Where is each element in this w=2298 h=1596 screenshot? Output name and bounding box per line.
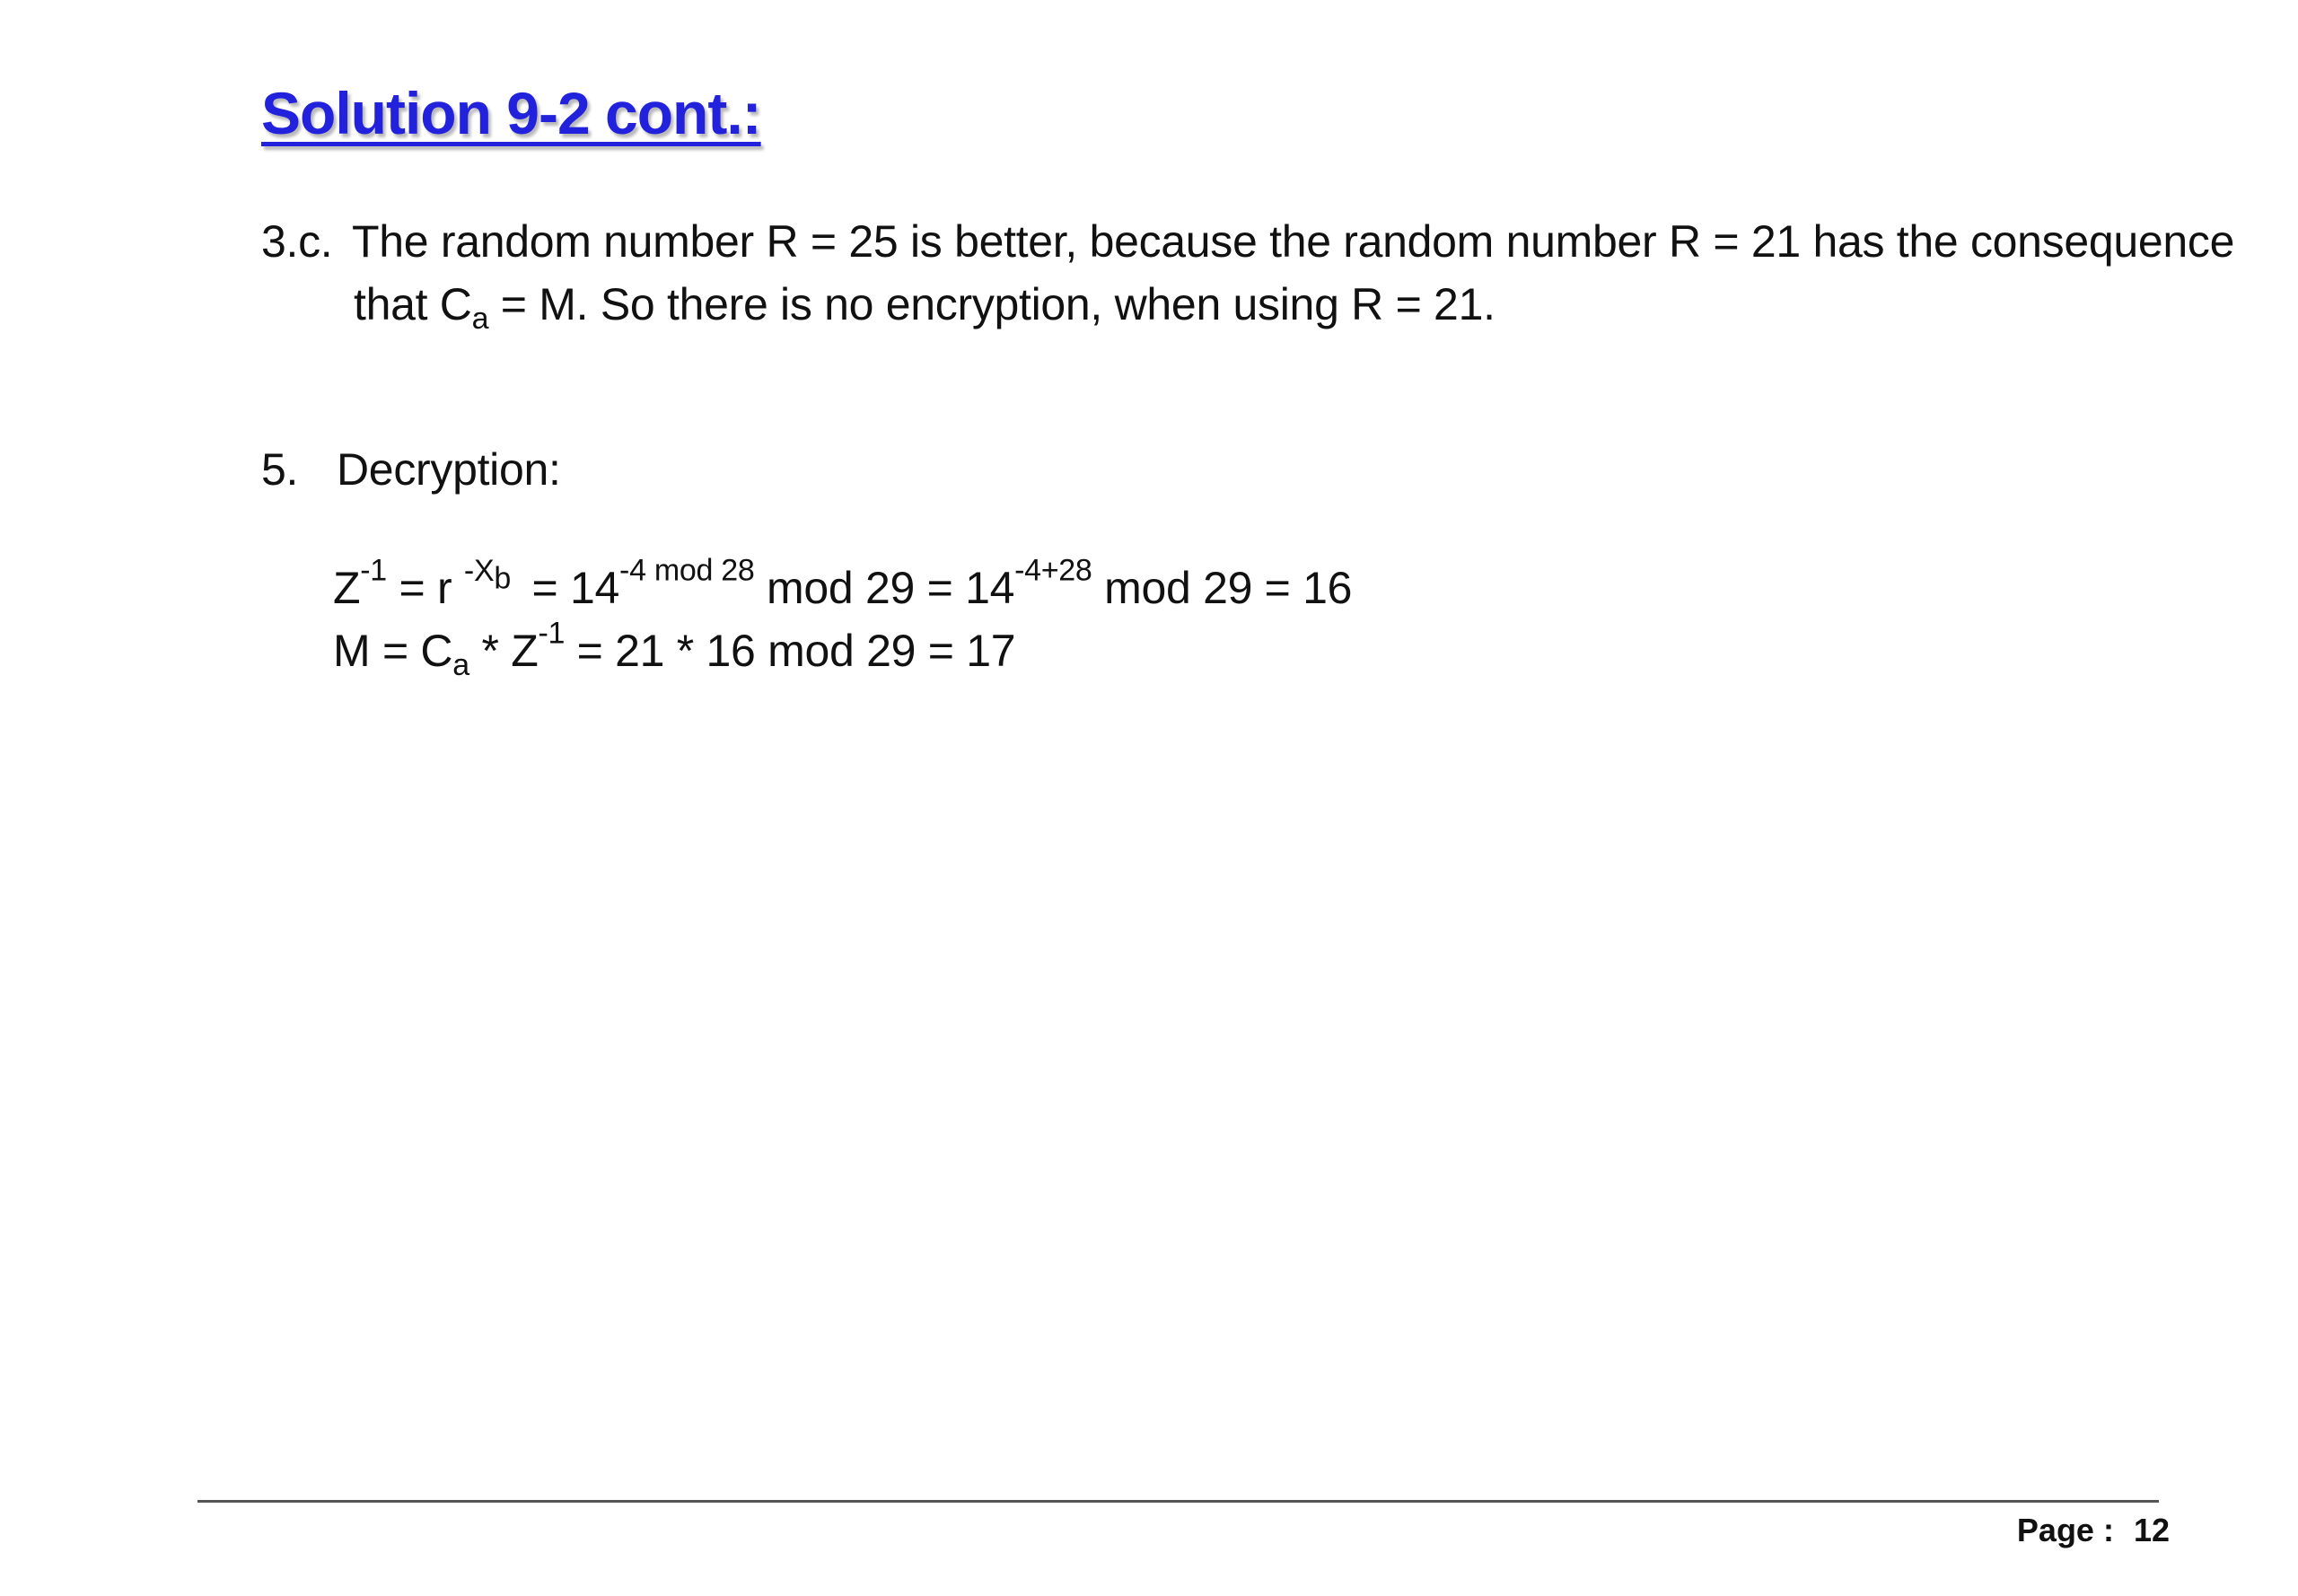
eq1-r-exponent: -Xb [463, 553, 511, 595]
item-3c-number: 3.c. [261, 216, 333, 267]
eq2-z-exponent: -1 [538, 616, 566, 651]
eq2-m-equals-c: M = C [333, 626, 453, 676]
item-3c-line2 [354, 278, 1495, 337]
eq1-mod-a: mod 29 = 14 [754, 563, 1015, 613]
eq1-z: Z [333, 563, 361, 613]
item-5-number: 5. [261, 444, 299, 495]
item-3c-line1: The random number R = 25 is better, because the random number R = 21 has the consequence [352, 216, 2235, 267]
decryption-equation-2 [333, 616, 1016, 683]
item-3c-subscript-a: a [471, 302, 489, 337]
footer-divider [197, 1500, 2159, 1503]
eq1-equals-r: = r [386, 563, 464, 613]
eq2-c-subscript: a [452, 648, 469, 683]
eq1-equals-14: = 14 [519, 563, 620, 613]
item-5-heading: Decryption: [337, 444, 561, 495]
item-3c-line2-start: that C [354, 279, 472, 329]
eq1-exponent-a: -4 mod 28 [619, 553, 755, 588]
eq1-z-exponent: -1 [360, 553, 387, 588]
item-3c-line2-end: = M. So there is no encryption, when using R = 21. [488, 279, 1495, 329]
eq1-exponent-b: -4+28 [1014, 553, 1092, 588]
eq2-times-z: * Z [469, 626, 539, 676]
eq1-r-exponent-sub: b [494, 561, 511, 595]
page-number: 12 [2133, 1512, 2170, 1548]
decryption-equation-1 [333, 553, 1353, 614]
slide-title: Solution 9-2 cont.: [261, 80, 761, 146]
page-indicator [2017, 1512, 2170, 1549]
page-label: Page : [2016, 1512, 2114, 1548]
eq2-result: = 21 * 16 mod 29 = 17 [565, 626, 1016, 676]
eq1-mod-b: mod 29 = 16 [1092, 563, 1353, 613]
